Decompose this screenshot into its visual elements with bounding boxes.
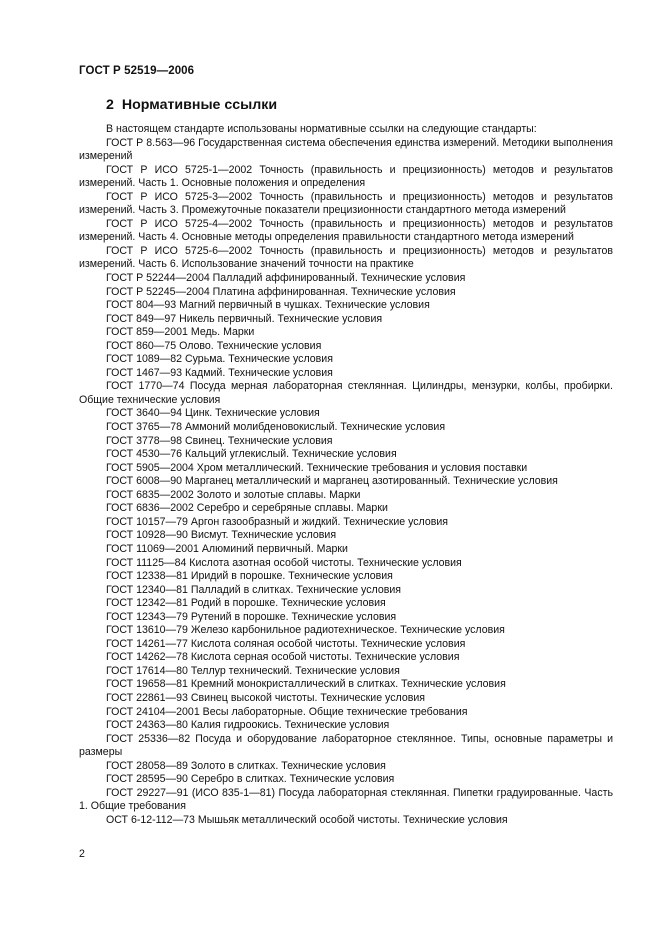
reference-entry: ГОСТ 849—97 Никель первичный. Технические условия <box>106 312 383 325</box>
reference-entry: ГОСТ 4530—76 Кальций углекислый. Технические условия <box>106 448 397 461</box>
reference-entry: ГОСТ 5905—2004 Хром металлический. Технические требования и условия поставки <box>106 461 528 474</box>
reference-entry: ГОСТ 24104—2001 Весы лабораторные. Общие технические требования <box>106 705 468 718</box>
reference-entry: ГОСТ 10928—90 Висмут. Технические условия <box>106 529 337 542</box>
reference-entry: ГОСТ 859—2001 Медь. Марки <box>106 326 255 339</box>
reference-entry: ГОСТ 28058—89 Золото в слитках. Технические условия <box>106 759 386 772</box>
reference-entry: ГОСТ 11069—2001 Алюминий первичный. Марки <box>106 542 348 555</box>
reference-entry: ГОСТ 24363—80 Калия гидроокись. Технические условия <box>106 719 390 732</box>
reference-entry: ГОСТ 17614—80 Теллур технический. Технические условия <box>106 664 400 677</box>
reference-entry: ГОСТ 1770—74 Посуда мерная лабораторная стеклянная. Цилиндры, мензурки, колбы, пробирки. Общие технические условия <box>79 380 613 406</box>
reference-entry: ГОСТ 13610—79 Железо карбонильное радиотехническое. Технические условия <box>106 624 505 637</box>
reference-entry: ГОСТ 6008—90 Марганец металлический и марганец азотированный. Технические условия <box>106 475 558 488</box>
reference-entry: ГОСТ 25336—82 Посуда и оборудование лабораторное стеклянное. Типы, основные параметры и размеры <box>79 732 613 759</box>
reference-entry: ГОСТ 19658—81 Кремний монокристаллический в слитках. Технические условия <box>106 678 506 691</box>
reference-entry: ГОСТ 12343—79 Рутений в порошке. Технические условия <box>106 610 397 623</box>
references-list <box>79 123 613 827</box>
reference-entry: ГОСТ 11125—84 Кислота азотная особой чистоты. Технические условия <box>106 556 462 569</box>
page-number: 2 <box>79 848 85 860</box>
standard-code-header: ГОСТ Р 52519—2006 <box>79 65 195 77</box>
reference-entry: ГОСТ 860—75 Олово. Технические условия <box>106 339 322 352</box>
reference-entry: ГОСТ 1089—82 Сурьма. Технические условия <box>106 353 333 366</box>
reference-entry: ГОСТ 14262—78 Кислота серная особой чистоты. Технические условия <box>106 651 460 664</box>
reference-entry: ГОСТ 3778—98 Свинец. Технические условия <box>106 434 333 447</box>
reference-entry: ОСТ 6-12-112—73 Мышьяк металлический особой чистоты. Технические условия <box>106 813 508 826</box>
reference-entry: ГОСТ 10157—79 Аргон газообразный и жидкий. Технические условия <box>106 515 449 528</box>
reference-entry: ГОСТ 28595—90 Серебро в слитках. Технические условия <box>106 773 395 786</box>
section-title-text: Нормативные ссылки <box>121 97 278 113</box>
reference-entry: ГОСТ 12338—81 Иридий в порошке. Технические условия <box>106 570 393 583</box>
reference-entry: ГОСТ 29227—91 (ИСО 835-1—81) Посуда лабораторная стеклянная. Пипетки градуированные. Часть 1. Общие требования <box>79 786 613 813</box>
reference-entry: ГОСТ Р 52245—2004 Платина аффинированная. Технические условия <box>106 285 456 298</box>
reference-entry: ГОСТ 1467—93 Кадмий. Технические условия <box>106 366 333 379</box>
reference-entry: ГОСТ Р 8.563—96 Государственная система обеспечения единства измерений. Методики выполнения измерений <box>79 136 613 163</box>
reference-entry: ГОСТ 3640—94 Цинк. Технические условия <box>106 407 320 420</box>
reference-entry: ГОСТ Р ИСО 5725-6—2002 Точность (правильность и прецизионность) методов и результатов измерений. Часть 6. Использование значений точности на практике <box>79 244 613 271</box>
reference-entry: ГОСТ 14261—77 Кислота соляная особой чистоты. Технические условия <box>106 637 466 650</box>
reference-entry: ГОСТ 12340—81 Палладий в слитках. Технические условия <box>106 583 401 596</box>
reference-entry: ГОСТ 22861—93 Свинец высокой чистоты. Технические условия <box>106 691 426 704</box>
reference-entry: ГОСТ Р ИСО 5725-4—2002 Точность (правильность и прецизионность) методов и результатов измерений. Часть 4. Основные методы определения правильности стандартного метода измерений <box>79 217 613 244</box>
reference-entry: ГОСТ 6835—2002 Золото и золотые сплавы. Марки <box>106 488 361 501</box>
reference-entry: ГОСТ Р ИСО 5725-1—2002 Точность (правильность и прецизионность) методов и результатов измерений. Часть 1. Основные положения и определения <box>79 163 613 190</box>
reference-entry: ГОСТ 6836—2002 Серебро и серебряные сплавы. Марки <box>106 502 388 515</box>
reference-entry: ГОСТ Р ИСО 5725-3—2002 Точность (правильность и прецизионность) методов и результатов измерений. Часть 3. Промежуточные показатели прецизионности стандартного метода измерений <box>79 190 613 217</box>
intro-paragraph: В настоящем стандарте использованы нормативные ссылки на следующие стандарты: <box>106 123 537 135</box>
reference-entry: ГОСТ 804—93 Магний первичный в чушках. Технические условия <box>106 299 430 312</box>
reference-entry: ГОСТ 3765—78 Аммоний молибденовокислый. Технические условия <box>106 421 446 434</box>
section-number: 2 <box>106 97 114 113</box>
reference-entry: ГОСТ Р 52244—2004 Палладий аффинированный. Технические условия <box>106 272 466 285</box>
section-heading <box>106 97 277 113</box>
reference-entry: ГОСТ 12342—81 Родий в порошке. Технические условия <box>106 597 386 610</box>
